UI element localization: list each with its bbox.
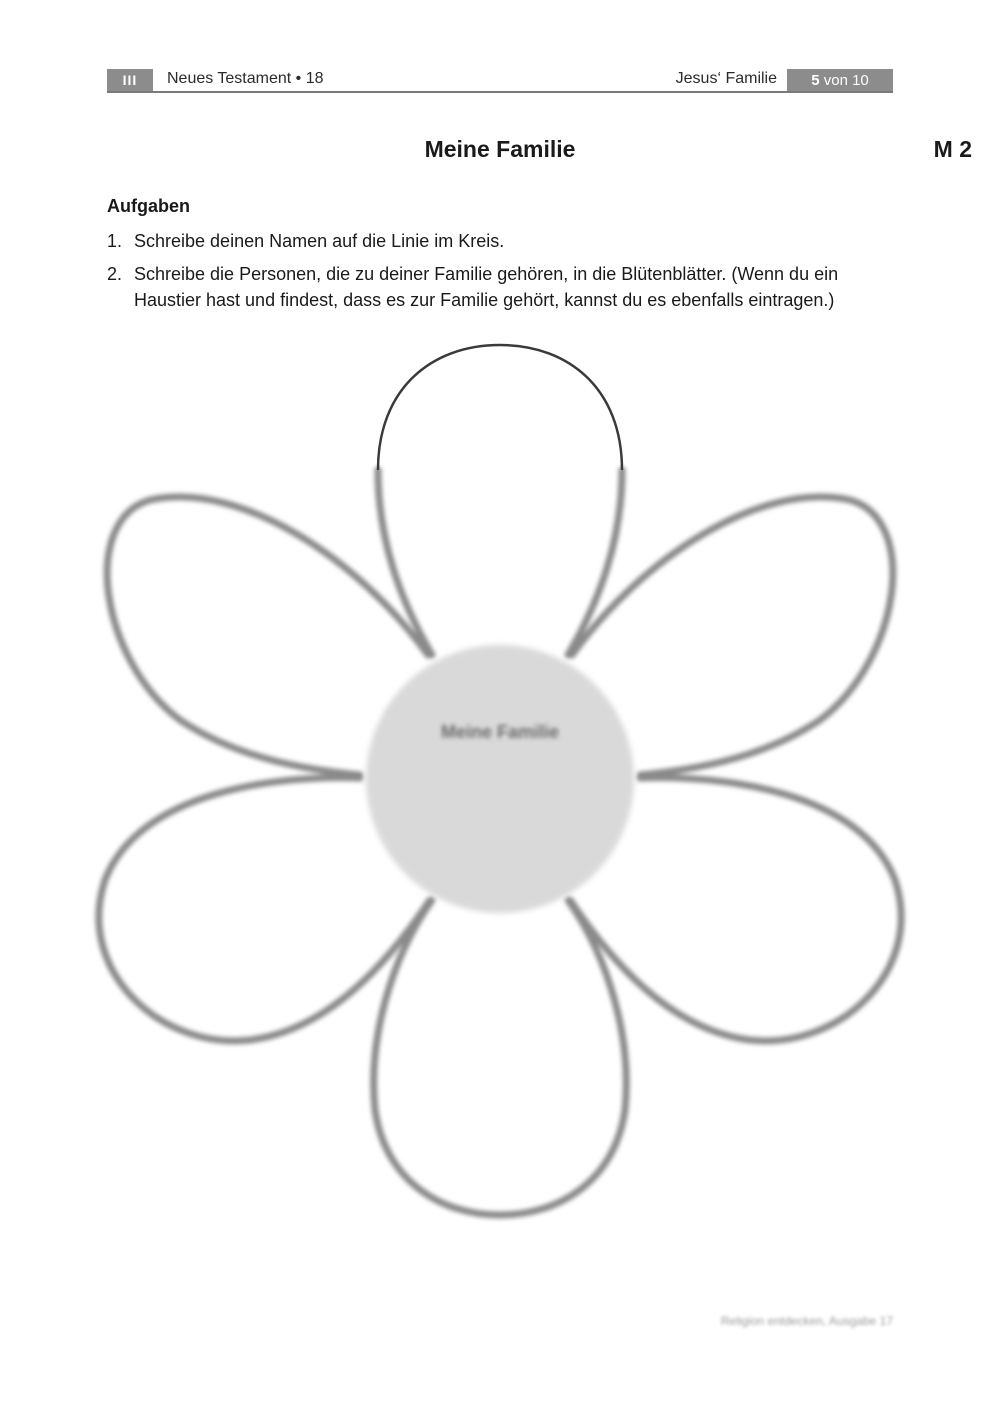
series-label: Neues Testament • 18 (167, 70, 324, 87)
center-circle (366, 645, 634, 913)
unit-badge: III (107, 69, 153, 91)
task-text: Schreibe die Personen, die zu deiner Familie gehören, in die Blütenblätter. (Wenn du ein Haustier hast und findest, dass es zur Familie gehört, kannst du es ebenfalls eintragen.) (134, 264, 839, 310)
page-footer: Religion entdecken, Ausgabe 17 (720, 1314, 893, 1328)
petal-bottom (374, 900, 627, 1215)
task-number: 1. (107, 231, 123, 251)
page-title: Meine Familie (424, 136, 576, 162)
petal-top-lower (378, 470, 622, 655)
tasks-heading: Aufgaben (107, 196, 190, 216)
center-label: Meine Familie (440, 722, 560, 742)
material-code: M 2 (933, 136, 972, 162)
topic-label: Jesus‘ Familie (675, 70, 777, 87)
task-number: 2. (107, 264, 123, 284)
page-total: von 10 (823, 72, 869, 89)
petal-top-arc (378, 345, 622, 470)
page-current: 5 (811, 72, 820, 89)
task-text: Schreibe deinen Namen auf die Linie im Kreis. (134, 231, 505, 251)
